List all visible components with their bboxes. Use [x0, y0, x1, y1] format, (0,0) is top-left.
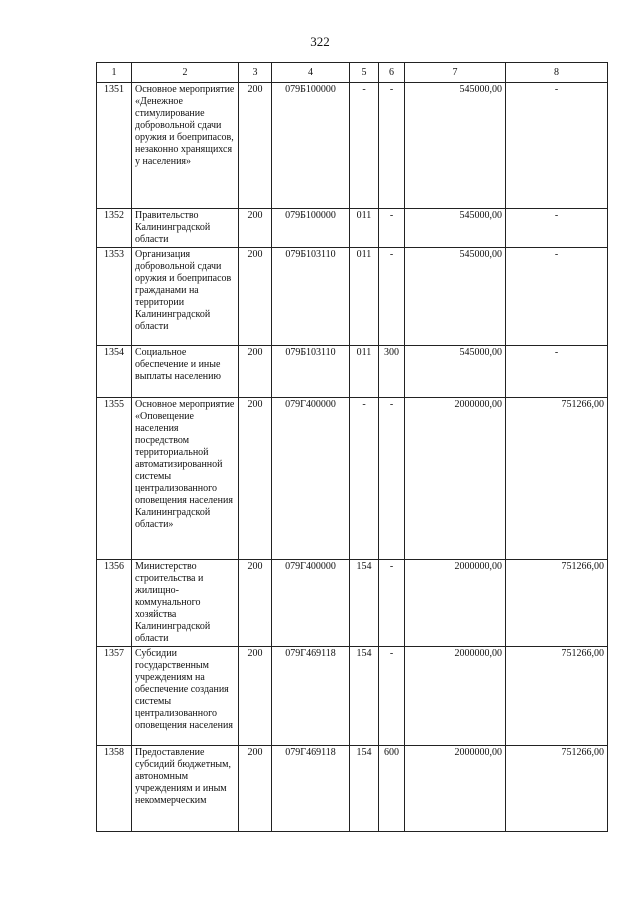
cell-col7: 2000000,00: [405, 560, 506, 647]
cell-col6: 300: [379, 346, 405, 398]
table-row: [97, 248, 608, 346]
col-header: 5: [350, 63, 379, 83]
cell-col7: 2000000,00: [405, 647, 506, 746]
cell-col3: 200: [239, 83, 272, 209]
cell-col4: 079Б100000: [272, 209, 350, 248]
cell-col3: 200: [239, 560, 272, 647]
cell-col8: -: [506, 83, 608, 209]
cell-col4: 079Б103110: [272, 346, 350, 398]
header-row: [97, 63, 608, 83]
cell-col7: 545000,00: [405, 209, 506, 248]
col-header: 7: [405, 63, 506, 83]
cell-col7: 2000000,00: [405, 746, 506, 832]
cell-col4: 079Г400000: [272, 398, 350, 560]
cell-col3: 200: [239, 209, 272, 248]
budget-table: [96, 62, 608, 832]
row-number: 1356: [97, 560, 132, 647]
table-row: [97, 346, 608, 398]
cell-col4: 079Г400000: [272, 560, 350, 647]
cell-col3: 200: [239, 248, 272, 346]
table-row: [97, 398, 608, 560]
cell-col5: -: [350, 398, 379, 560]
cell-col4: 079Г469118: [272, 647, 350, 746]
cell-col3: 200: [239, 746, 272, 832]
cell-col5: -: [350, 83, 379, 209]
row-name: Организация добровольной сдачи оружия и боеприпасов гражданами на территории Калининградской области: [132, 248, 239, 346]
col-header: 3: [239, 63, 272, 83]
cell-col8: -: [506, 248, 608, 346]
cell-col3: 200: [239, 398, 272, 560]
cell-col8: -: [506, 209, 608, 248]
row-name: Основное мероприятие «Оповещение населения посредством территориальной автоматизированной системы централизованного оповещения населения Калининградской области»: [132, 398, 239, 560]
table-row: [97, 746, 608, 832]
table-row: [97, 83, 608, 209]
row-name: Социальное обеспечение и иные выплаты населению: [132, 346, 239, 398]
col-header: 6: [379, 63, 405, 83]
row-name: Субсидии государственным учреждениям на обеспечение создания системы централизованного оповещения населения: [132, 647, 239, 746]
cell-col8: 751266,00: [506, 560, 608, 647]
cell-col5: 154: [350, 746, 379, 832]
row-number: 1357: [97, 647, 132, 746]
cell-col4: 079Б103110: [272, 248, 350, 346]
col-header: 2: [132, 63, 239, 83]
cell-col5: 154: [350, 647, 379, 746]
row-number: 1358: [97, 746, 132, 832]
row-name: Предоставление субсидий бюджетным, автономным учреждениям и иным некоммерческим: [132, 746, 239, 832]
cell-col7: 545000,00: [405, 83, 506, 209]
row-number: 1354: [97, 346, 132, 398]
cell-col5: 011: [350, 248, 379, 346]
table-row: [97, 209, 608, 248]
row-number: 1353: [97, 248, 132, 346]
page-number: 322: [310, 34, 330, 49]
cell-col6: -: [379, 209, 405, 248]
cell-col6: 600: [379, 746, 405, 832]
col-header: 8: [506, 63, 608, 83]
cell-col6: -: [379, 647, 405, 746]
cell-col8: -: [506, 346, 608, 398]
row-name: Правительство Калининградской области: [132, 209, 239, 248]
cell-col7: 545000,00: [405, 346, 506, 398]
row-number: 1351: [97, 83, 132, 209]
row-name: Основное мероприятие «Денежное стимулирование добровольной сдачи оружия и боеприпасов, незаконно хранящихся у населения»: [132, 83, 239, 209]
cell-col5: 154: [350, 560, 379, 647]
cell-col6: -: [379, 248, 405, 346]
cell-col3: 200: [239, 647, 272, 746]
cell-col8: 751266,00: [506, 746, 608, 832]
cell-col5: 011: [350, 209, 379, 248]
cell-col4: 079Г469118: [272, 746, 350, 832]
cell-col4: 079Б100000: [272, 83, 350, 209]
cell-col8: 751266,00: [506, 398, 608, 560]
row-number: 1355: [97, 398, 132, 560]
col-header: 1: [97, 63, 132, 83]
cell-col6: -: [379, 398, 405, 560]
cell-col6: -: [379, 83, 405, 209]
cell-col8: 751266,00: [506, 647, 608, 746]
cell-col3: 200: [239, 346, 272, 398]
cell-col7: 2000000,00: [405, 398, 506, 560]
cell-col7: 545000,00: [405, 248, 506, 346]
table-row: [97, 647, 608, 746]
table-row: [97, 560, 608, 647]
row-number: 1352: [97, 209, 132, 248]
cell-col6: -: [379, 560, 405, 647]
col-header: 4: [272, 63, 350, 83]
cell-col5: 011: [350, 346, 379, 398]
row-name: Министерство строительства и жилищно-коммунального хозяйства Калининградской области: [132, 560, 239, 647]
